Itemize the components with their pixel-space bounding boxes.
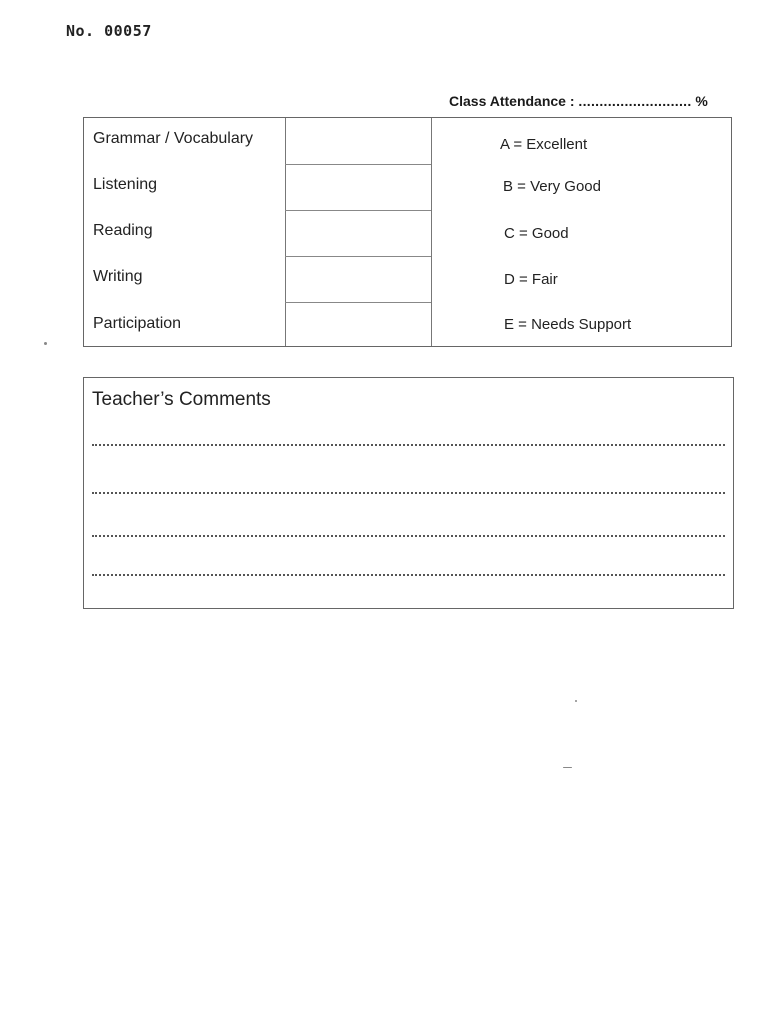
attendance-blank[interactable]: ........................... bbox=[578, 93, 692, 109]
comment-line[interactable] bbox=[92, 535, 725, 537]
column-divider bbox=[285, 118, 286, 346]
class-attendance bbox=[449, 93, 708, 109]
comment-line[interactable] bbox=[92, 574, 725, 576]
scan-speck bbox=[575, 700, 577, 702]
row-divider bbox=[285, 256, 431, 257]
teacher-comments-box bbox=[83, 377, 734, 609]
column-divider bbox=[431, 118, 432, 346]
attendance-unit: % bbox=[695, 93, 708, 109]
row-divider bbox=[285, 302, 431, 303]
subject-label: Writing bbox=[93, 268, 143, 285]
row-divider bbox=[285, 164, 431, 165]
row-divider bbox=[285, 210, 431, 211]
subject-label: Participation bbox=[93, 315, 182, 332]
grades-table bbox=[83, 117, 732, 347]
subject-label: Reading bbox=[93, 222, 153, 239]
grade-scale-entry: E = Needs Support bbox=[504, 316, 632, 333]
comment-line[interactable] bbox=[92, 444, 725, 446]
grade-scale-entry: B = Very Good bbox=[503, 178, 601, 195]
serial-number: No. 00057 bbox=[66, 22, 152, 40]
scan-speck bbox=[44, 342, 47, 345]
attendance-label: Class Attendance : bbox=[449, 93, 575, 109]
comment-line[interactable] bbox=[92, 492, 725, 494]
grade-scale-entry: A = Excellent bbox=[500, 136, 588, 153]
comments-title: Teacher’s Comments bbox=[92, 389, 271, 410]
scan-speck bbox=[563, 767, 572, 768]
grade-scale-entry: D = Fair bbox=[504, 271, 558, 288]
subject-label: Grammar / Vocabulary bbox=[93, 130, 254, 147]
grade-scale-entry: C = Good bbox=[504, 225, 569, 242]
subject-label: Listening bbox=[93, 176, 158, 193]
